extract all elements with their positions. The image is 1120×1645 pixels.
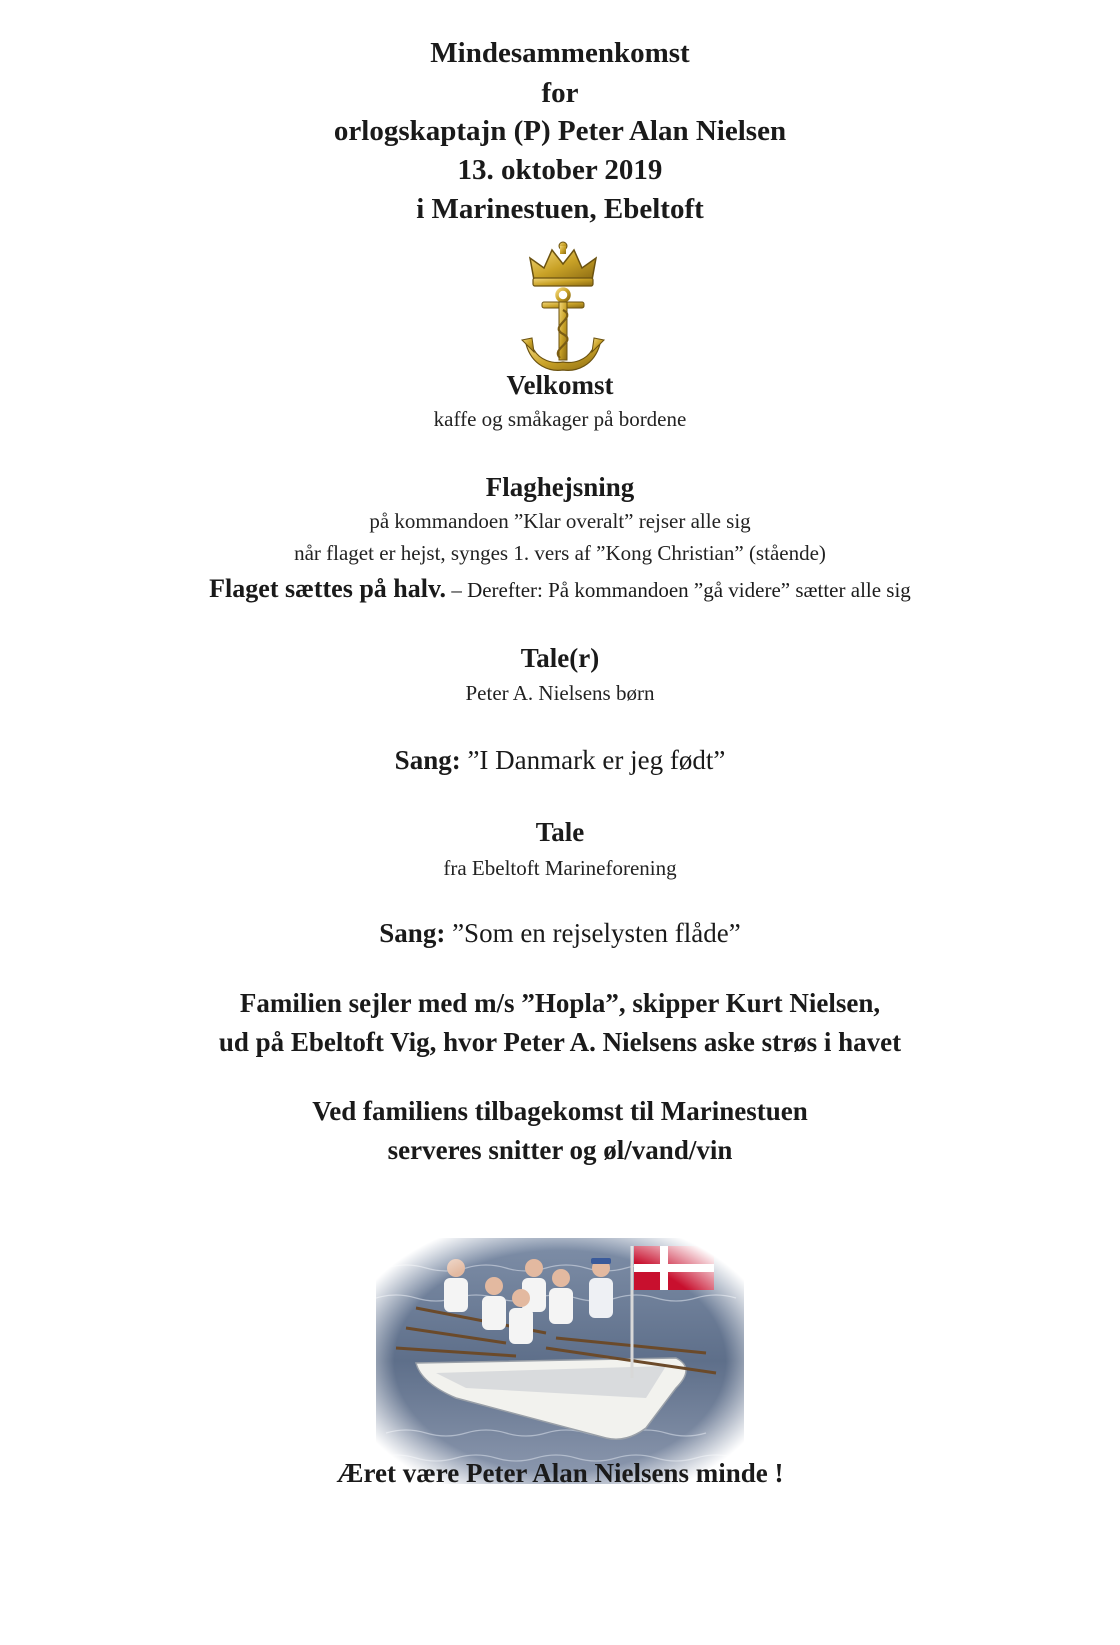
document-title: Mindesammenkomst [430, 37, 690, 69]
tale-heading: Tale [535, 817, 585, 847]
flaget-line [0, 574, 1120, 604]
velkomst-text: kaffe og småkager på bordene [433, 407, 687, 431]
tale-text: fra Ebeltoft Marineforening [443, 856, 677, 880]
sejlads-line2: ud på Ebeltoft Vig, hvor Peter A. Nielsens aske strøs i havet [218, 1027, 902, 1057]
flaghejsning-line1: på kommandoen ”Klar overalt” rejser alle sig [369, 509, 751, 533]
taler-text: Peter A. Nielsens børn [465, 681, 655, 705]
sang2-title: ”Som en rejselysten flåde” [445, 918, 741, 948]
flaget-lead: Flaget sættes på halv. [209, 574, 447, 603]
sang2-label: Sang: [379, 918, 446, 948]
servering-line1: Ved familiens tilbagekomst til Marinestuen [312, 1096, 808, 1126]
event-date: 13. oktober 2019 [457, 154, 663, 186]
closing-text: Æret være Peter Alan Nielsens minde ! [336, 1458, 784, 1488]
flaghejsning-heading: Flaghejsning [485, 472, 635, 502]
rowing-boat-photo [376, 1238, 744, 1484]
taler-heading: Tale(r) [520, 643, 600, 673]
event-place: i Marinestuen, Ebeltoft [416, 193, 704, 225]
crowned-anchor-icon [520, 240, 606, 376]
servering-line2: serveres snitter og øl/vand/vin [387, 1135, 733, 1165]
flaget-rest: – Derefter: På kommandoen ”gå videre” sætter alle sig [446, 578, 911, 602]
sang2-line [0, 918, 1120, 949]
sejlads-line1: Familien sejler med m/s ”Hopla”, skipper Kurt Nielsen, [239, 988, 881, 1018]
sang1-label: Sang: [394, 745, 461, 775]
honoree-name: orlogskaptajn (P) Peter Alan Nielsen [333, 115, 787, 147]
sang1-title: ”I Danmark er jeg født” [460, 745, 726, 775]
title-for: for [541, 77, 579, 109]
velkomst-heading: Velkomst [506, 370, 614, 400]
sang1-line [0, 745, 1120, 776]
flaghejsning-line2: når flaget er hejst, synges 1. vers af ”Kong Christian” (stående) [294, 541, 826, 565]
